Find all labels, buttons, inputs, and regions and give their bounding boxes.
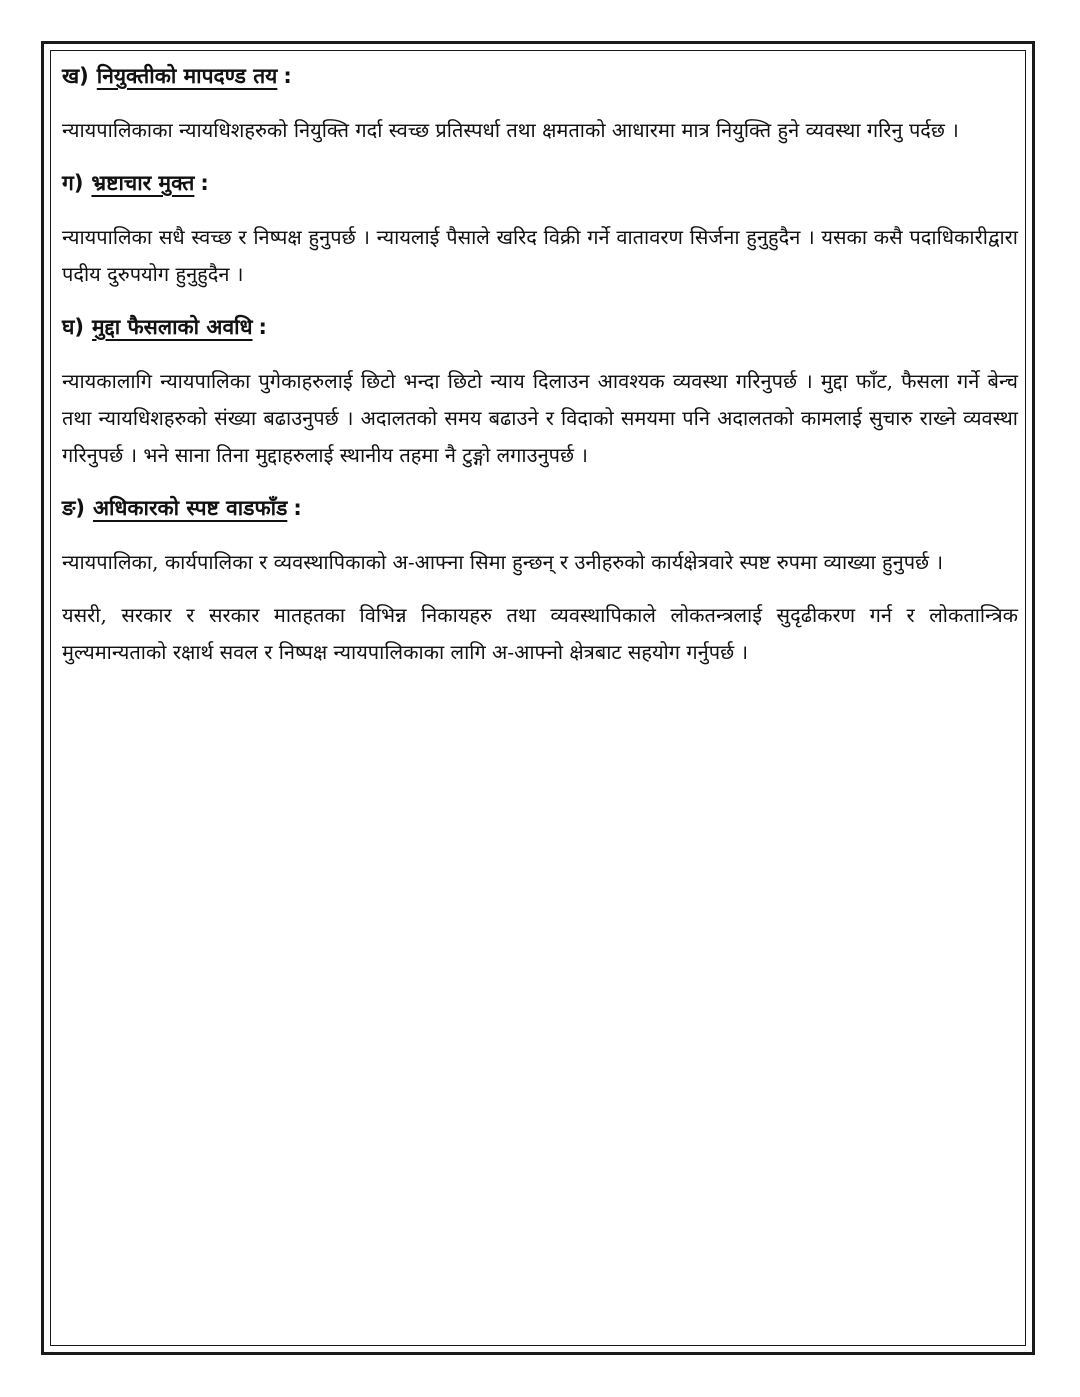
section-heading (62, 490, 1018, 526)
section-paragraph: न्यायपालिका, कार्यपालिका र व्यवस्थापिकाको अ-आफ्ना सिमा हुन्छन् र उनीहरुको कार्यक्षेत्रवारे स्पष्ट रुपमा व्याख्या हुनुपर्छ । (62, 550, 944, 574)
section-case-duration (62, 309, 1018, 474)
section-marker: घ) (62, 315, 85, 339)
section-appointment-criteria (62, 58, 1018, 149)
section-marker: ङ) (62, 496, 85, 520)
section-paragraph: न्यायकालागि न्यायपालिका पुगेकाहरुलाई छिटो भन्दा छिटो न्याय दिलाउन आवश्यक व्यवस्था गरिनुपर्छ । मुद्दा फाँट, फैसला गर्ने बेन्च तथा न्यायधिशहरुको संख्या बढाउनुपर्छ । अदालतको समय बढाउने र विदाको समयमा पनि अदालतको कामलाई सुचारु राख्ने व्यवस्था गरिनुपर्छ । भने साना तिना मुद्दाहरुलाई स्थानीय तहमा नै टुङ्गो लगाउनुपर्छ । (62, 369, 1018, 467)
document-content (62, 58, 1018, 687)
section-corruption-free (62, 165, 1018, 293)
section-marker: ग) (62, 171, 84, 195)
section-colon: : (293, 496, 302, 520)
section-heading (62, 58, 1018, 94)
section-title: मुद्दा फैसलाको अवधि (92, 315, 253, 339)
section-heading (62, 165, 1018, 201)
section-title: भ्रष्टाचार मुक्त (91, 171, 195, 195)
section-colon: : (258, 315, 267, 339)
section-colon: : (200, 171, 209, 195)
section-paragraph: न्यायपालिका सधै स्वच्छ र निष्पक्ष हुनुपर्छ । न्यायलाई पैसाले खरिद विक्री गर्ने वातावरण सिर्जना हुनुहुदैन । यसका कसै पदाधिकारीद्वारा पदीय दुरुपयोग हुनुहुदैन । (62, 225, 1018, 286)
section-title: नियुक्तीको मापदण्ड तय (96, 64, 278, 88)
conclusion-paragraph: यसरी, सरकार र सरकार मातहतका विभिन्न निकायहरु तथा व्यवस्थापिकाले लोकतन्त्रलाई सुदृढीकरण गर्न र लोकतान्त्रिक मुल्यमान्यताको रक्षार्थ सवल र निष्पक्ष न्यायपालिकाका लागि अ-आफ्नो क्षेत्रबाट सहयोग गर्नुपर्छ । (62, 603, 1018, 664)
section-colon: : (283, 64, 292, 88)
section-marker: ख) (62, 64, 89, 88)
section-title: अधिकारको स्पष्ट वाडफाँड (92, 496, 288, 520)
section-paragraph: न्यायपालिकाका न्यायधिशहरुको नियुक्ति गर्दा स्वच्छ प्रतिस्पर्धा तथा क्षमताको आधारमा मात्र नियुक्ति हुने व्यवस्था गरिनु पर्दछ । (62, 118, 959, 142)
section-heading (62, 309, 1018, 345)
section-power-division (62, 490, 1018, 581)
